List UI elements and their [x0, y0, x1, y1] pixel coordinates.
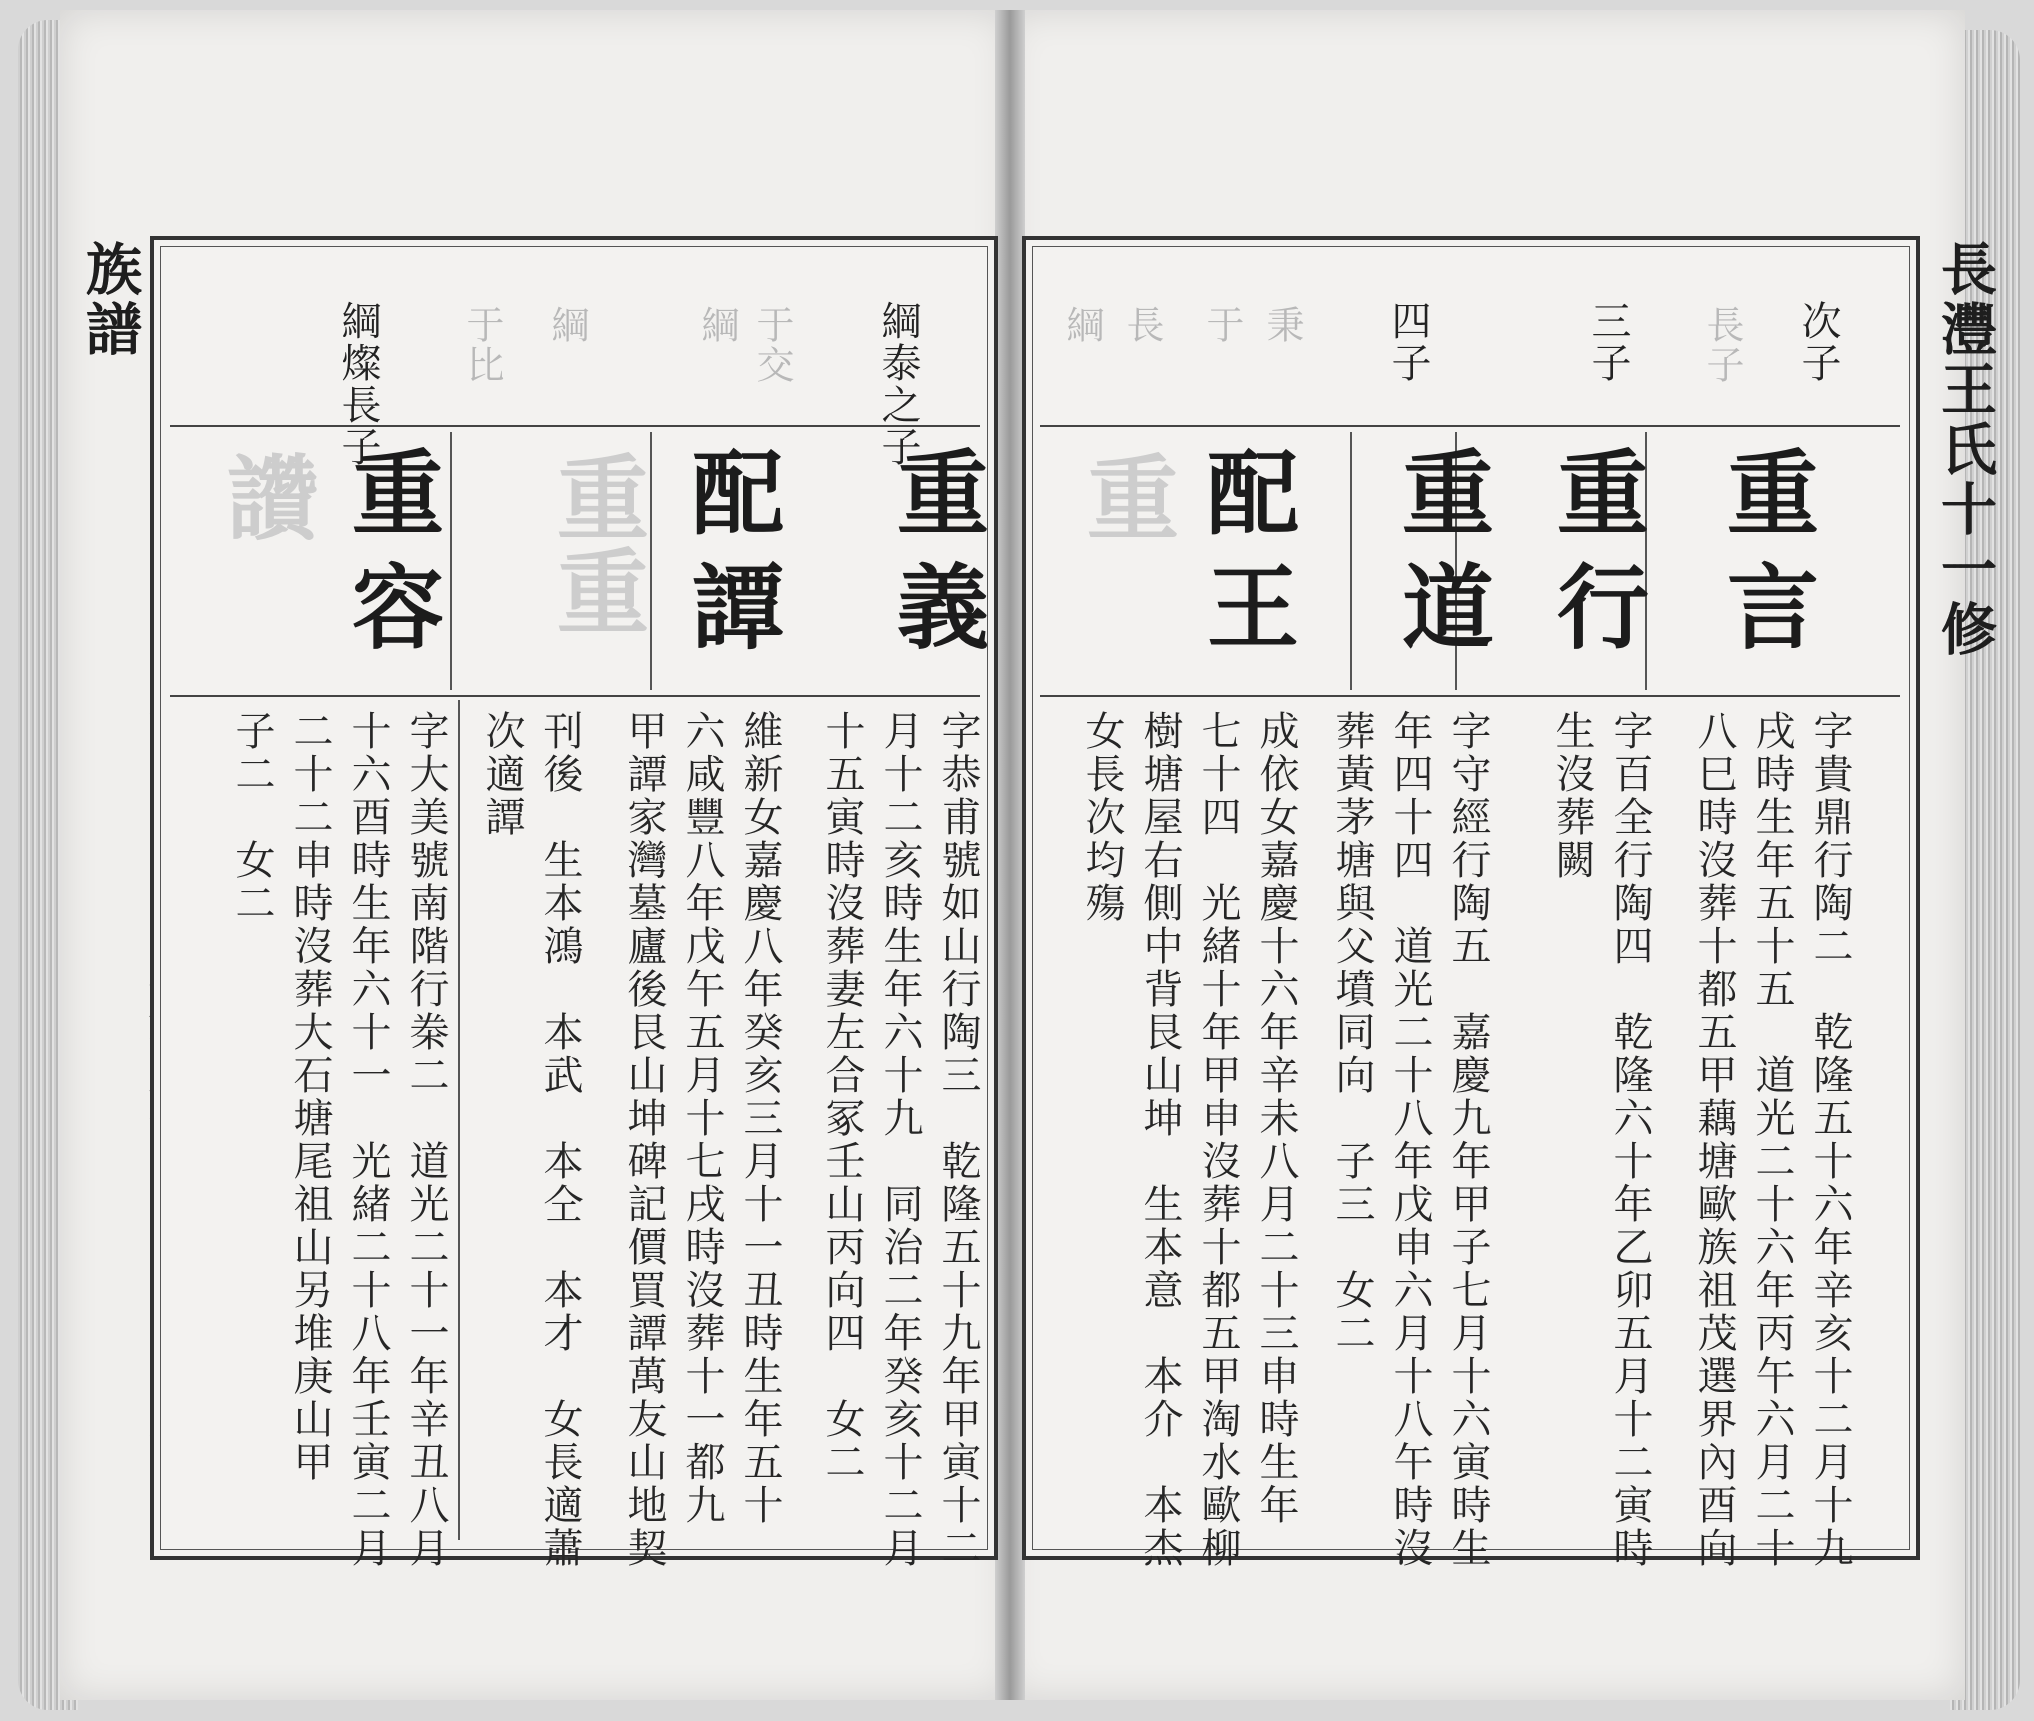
biography-column: 二十二申時沒葬大石塘尾祖山另堆庚山甲	[287, 710, 333, 1484]
person-name: 重行	[1542, 445, 1650, 673]
right-relation-divider	[1040, 425, 1900, 427]
column-divider	[458, 700, 460, 1540]
biography-column: 刊後 生本鴻 本武 本仝 本才 女長適蕭	[537, 710, 583, 1570]
left-name-divider	[170, 695, 980, 697]
person-name: 配譚	[677, 445, 785, 673]
bleed-through-text: 綱	[545, 305, 589, 345]
bleed-through-text: 于交	[750, 305, 794, 385]
biography-column: 字大美號南階行桊二 道光二十一年辛丑八月	[403, 710, 449, 1570]
person-name: 配王	[1192, 445, 1300, 673]
bleed-through-text: 于	[1200, 305, 1244, 345]
biography-column: 十五寅時沒葬妻左合冢壬山丙向四 女二	[819, 710, 865, 1484]
right-name-divider	[1040, 695, 1900, 697]
left-margin-title: 族譜	[70, 240, 230, 710]
biography-column: 成依女嘉慶十六年辛未八月二十三申時生年	[1253, 710, 1299, 1527]
bleed-through-text: 長	[1120, 305, 1164, 345]
relation-label: 三子	[1585, 300, 1631, 384]
biography-column: 女長次均殤	[1079, 710, 1125, 925]
person-name: 重道	[1387, 445, 1495, 673]
bleed-through-text: 長子	[1700, 305, 1744, 385]
bleed-through-text: 讚	[212, 450, 320, 544]
biography-column: 字守經行陶五 嘉慶九年甲子七月十六寅時生	[1445, 710, 1491, 1570]
biography-column: 十六酉時生年六十一 光緒二十八年壬寅二月	[345, 710, 391, 1570]
bleed-through-text: 重重	[542, 450, 650, 638]
biography-column: 字貴鼎行陶二 乾隆五十六年辛亥十二月十九	[1807, 710, 1853, 1570]
biography-column: 次適譚	[479, 710, 525, 839]
bleed-through-text: 綱	[1060, 305, 1104, 345]
bleed-through-text: 綱	[695, 305, 739, 345]
right-margin-title: 長灃王氏十一修	[1845, 240, 2005, 710]
biography-column: 戌時生年五十五 道光二十六年丙午六月二十	[1749, 710, 1795, 1570]
biography-column: 生沒葬闕	[1549, 710, 1595, 882]
bleed-through-text: 于比	[460, 305, 504, 385]
biography-column: 樹塘屋右側中背艮山坤 生本意 本介 本杰	[1137, 710, 1183, 1570]
biography-column: 月十二亥時生年六十九 同治二年癸亥十二月	[877, 710, 923, 1570]
biography-column: 子二 女二	[229, 710, 275, 925]
bleed-through-text: 秉	[1260, 305, 1304, 345]
biography-column: 年四十四 道光二十八年戊申六月十八午時沒	[1387, 710, 1433, 1570]
person-name: 重義	[882, 445, 990, 673]
biography-column: 八巳時沒葬十都五甲藕塘歐族祖茂選界內酉向	[1691, 710, 1737, 1570]
biography-column: 字百全行陶四 乾隆六十年乙卯五月十二寅時	[1607, 710, 1653, 1570]
left-relation-divider	[170, 425, 980, 427]
person-name: 重容	[337, 445, 445, 673]
relation-label: 四子	[1385, 300, 1431, 384]
bleed-through-text: 重	[1072, 450, 1180, 544]
relation-label: 次子	[1795, 300, 1841, 384]
biography-column: 甲譚家灣墓廬後艮山坤碑記價買譚萬友山地契	[621, 710, 667, 1570]
biography-column: 六咸豐八年戊午五月十七戌時沒葬十一都九	[679, 710, 725, 1527]
biography-column: 葬黃茅塘與父墳同向 子三 女二	[1329, 710, 1375, 1355]
person-name: 重言	[1712, 445, 1820, 673]
biography-column: 七十四 光緒十年甲申沒葬十都五甲淘水歐柳	[1195, 710, 1241, 1570]
biography-column: 維新女嘉慶八年癸亥三月十一丑時生年五十	[737, 710, 783, 1527]
book-gutter	[995, 10, 1025, 1700]
column-divider	[1350, 432, 1352, 690]
relation-label: 綱泰之子	[875, 300, 921, 468]
relation-label: 綱燦長子	[335, 300, 381, 468]
biography-column: 字恭甫號如山行陶三 乾隆五十九年甲寅十二	[935, 710, 981, 1570]
